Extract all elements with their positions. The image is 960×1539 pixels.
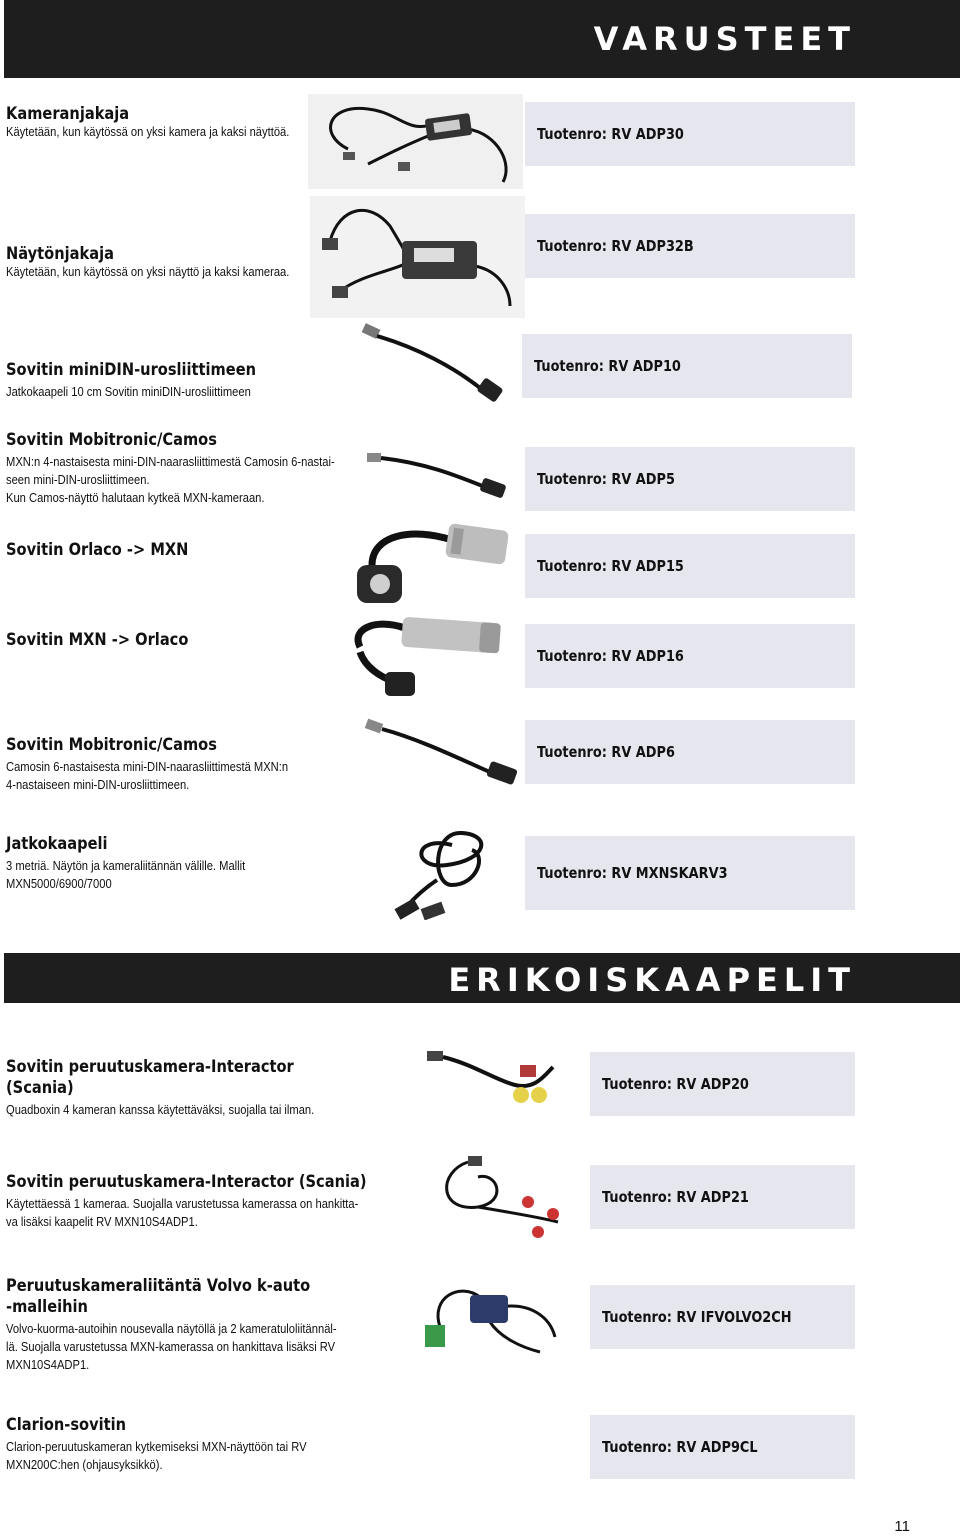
product-interactor-adp20 bbox=[6, 1057, 364, 1119]
product-code: Tuotenro: RV ADP16 bbox=[537, 647, 684, 665]
product-code: Tuotenro: RV ADP10 bbox=[534, 357, 681, 375]
product-clarion-adapter bbox=[6, 1415, 355, 1474]
product-photo-extension-cable bbox=[392, 825, 512, 920]
product-code-box bbox=[525, 102, 855, 166]
product-title: Sovitin Mobitronic/Camos bbox=[6, 430, 217, 450]
product-kameranjakaja bbox=[6, 104, 336, 141]
product-code: Tuotenro: RV ADP20 bbox=[602, 1075, 749, 1093]
product-code: Tuotenro: RV ADP9CL bbox=[602, 1438, 758, 1456]
product-photo-minidin-cable bbox=[355, 322, 510, 407]
product-volvo-interface bbox=[6, 1276, 390, 1374]
product-title: Peruutuskameraliitäntä Volvo k-auto -malleihin bbox=[6, 1276, 311, 1317]
product-photo-interactor-single bbox=[428, 1152, 573, 1242]
product-title: Sovitin peruutuskamera-Interactor (Scania) bbox=[6, 1057, 294, 1098]
product-code: Tuotenro: RV IFVOLVO2CH bbox=[602, 1308, 792, 1326]
product-description: Käytettäessä 1 kameraa. Suojalla varustetussa kamerassa on hankitta- va lisäksi kaapelit RV MXN10S4ADP1. bbox=[6, 1196, 359, 1229]
product-description: MXN:n 4-nastaisesta mini-DIN-naarasliittimestä Camosin 6-nastai- seen mini-DIN-urosliittimeen. Kun Camos-näyttö halutaan kytkeä MXN-kameraan. bbox=[6, 454, 335, 505]
product-code: Tuotenro: RV ADP15 bbox=[537, 557, 684, 575]
section-header-erikoiskaapelit bbox=[4, 953, 960, 1003]
product-title: Sovitin Mobitronic/Camos bbox=[6, 735, 217, 755]
product-code-box bbox=[590, 1165, 855, 1229]
product-title: Sovitin Orlaco -> MXN bbox=[6, 540, 189, 560]
product-code-box bbox=[522, 334, 852, 398]
page-number: 11 bbox=[894, 1518, 910, 1535]
product-title: Clarion-sovitin bbox=[6, 1415, 127, 1435]
product-title: Kameranjakaja bbox=[6, 104, 130, 124]
product-code-box bbox=[590, 1285, 855, 1349]
product-mobitronic-camos-adp5 bbox=[6, 430, 388, 507]
product-code: Tuotenro: RV ADP32B bbox=[537, 237, 694, 255]
product-photo-camos-mxn-cable bbox=[362, 715, 522, 795]
product-code-box bbox=[525, 836, 855, 910]
section-title: VARUSTEET bbox=[593, 20, 856, 58]
product-photo-mxn-orlaco bbox=[340, 612, 520, 702]
product-orlaco-to-mxn bbox=[6, 540, 218, 561]
product-title: Sovitin miniDIN-urosliittimeen bbox=[6, 360, 257, 380]
product-code-box bbox=[525, 720, 855, 784]
product-code: Tuotenro: RV MXNSKARV3 bbox=[537, 864, 728, 882]
product-photo-orlaco-mxn bbox=[352, 515, 522, 613]
product-code-box bbox=[590, 1052, 855, 1116]
product-description: Käytetään, kun käytössä on yksi kamera ja kaksi näyttöä. bbox=[6, 124, 290, 139]
product-photo-display-splitter bbox=[310, 196, 525, 318]
section-header-varusteet bbox=[4, 0, 960, 78]
section-title: ERIKOISKAAPELIT bbox=[448, 961, 856, 999]
product-naytonjakaja bbox=[6, 244, 336, 281]
product-description: Käytetään, kun käytössä on yksi näyttö ja kaksi kameraa. bbox=[6, 264, 290, 279]
product-code: Tuotenro: RV ADP5 bbox=[537, 470, 675, 488]
product-code: Tuotenro: RV ADP6 bbox=[537, 743, 675, 761]
product-description: Quadboxin 4 kameran kanssa käytettäväksi, suojalla tai ilman. bbox=[6, 1102, 315, 1117]
product-jatkokaapeli bbox=[6, 834, 284, 893]
product-description: Jatkokaapeli 10 cm Sovitin miniDIN-urosliittimeen bbox=[6, 384, 251, 399]
product-mxn-to-orlaco bbox=[6, 630, 218, 651]
product-photo-camos-cable bbox=[365, 445, 515, 505]
product-photo-volvo-interface bbox=[420, 1277, 565, 1359]
product-code-box bbox=[525, 214, 855, 278]
product-code-box bbox=[525, 624, 855, 688]
product-minidin-adapter bbox=[6, 360, 297, 401]
product-code-box bbox=[525, 447, 855, 511]
product-title: Jatkokaapeli bbox=[6, 834, 108, 854]
product-title: Sovitin peruutuskamera-Interactor (Scania) bbox=[6, 1172, 367, 1192]
product-photo-interactor-cable bbox=[425, 1045, 560, 1115]
product-interactor-adp21 bbox=[6, 1172, 425, 1231]
product-code-box bbox=[590, 1415, 855, 1479]
product-title: Sovitin MXN -> Orlaco bbox=[6, 630, 189, 650]
product-mobitronic-camos-adp6 bbox=[6, 735, 334, 794]
product-title: Näytönjakaja bbox=[6, 244, 114, 264]
product-description: 3 metriä. Näytön ja kameraliitännän välille. Mallit MXN5000/6900/7000 bbox=[6, 858, 246, 891]
product-code: Tuotenro: RV ADP21 bbox=[602, 1188, 749, 1206]
product-description: Clarion-peruutuskameran kytkemiseksi MXN-näyttöön tai RV MXN200C:hen (ohjausyksikkö). bbox=[6, 1439, 307, 1472]
product-photo-splitter bbox=[308, 94, 523, 189]
product-description: Volvo-kuorma-autoihin nousevalla näytöllä ja 2 kameratuloliitännäl- lä. Suojalla varustetussa MXN-kamerassa on hankittava lisäksi RV MXN10S4ADP1. bbox=[6, 1321, 337, 1372]
product-code-box bbox=[525, 534, 855, 598]
product-code: Tuotenro: RV ADP30 bbox=[537, 125, 684, 143]
product-description: Camosin 6-nastaisesta mini-DIN-naarasliittimestä MXN:n 4-nastaiseen mini-DIN-urosliittimeen. bbox=[6, 759, 289, 792]
